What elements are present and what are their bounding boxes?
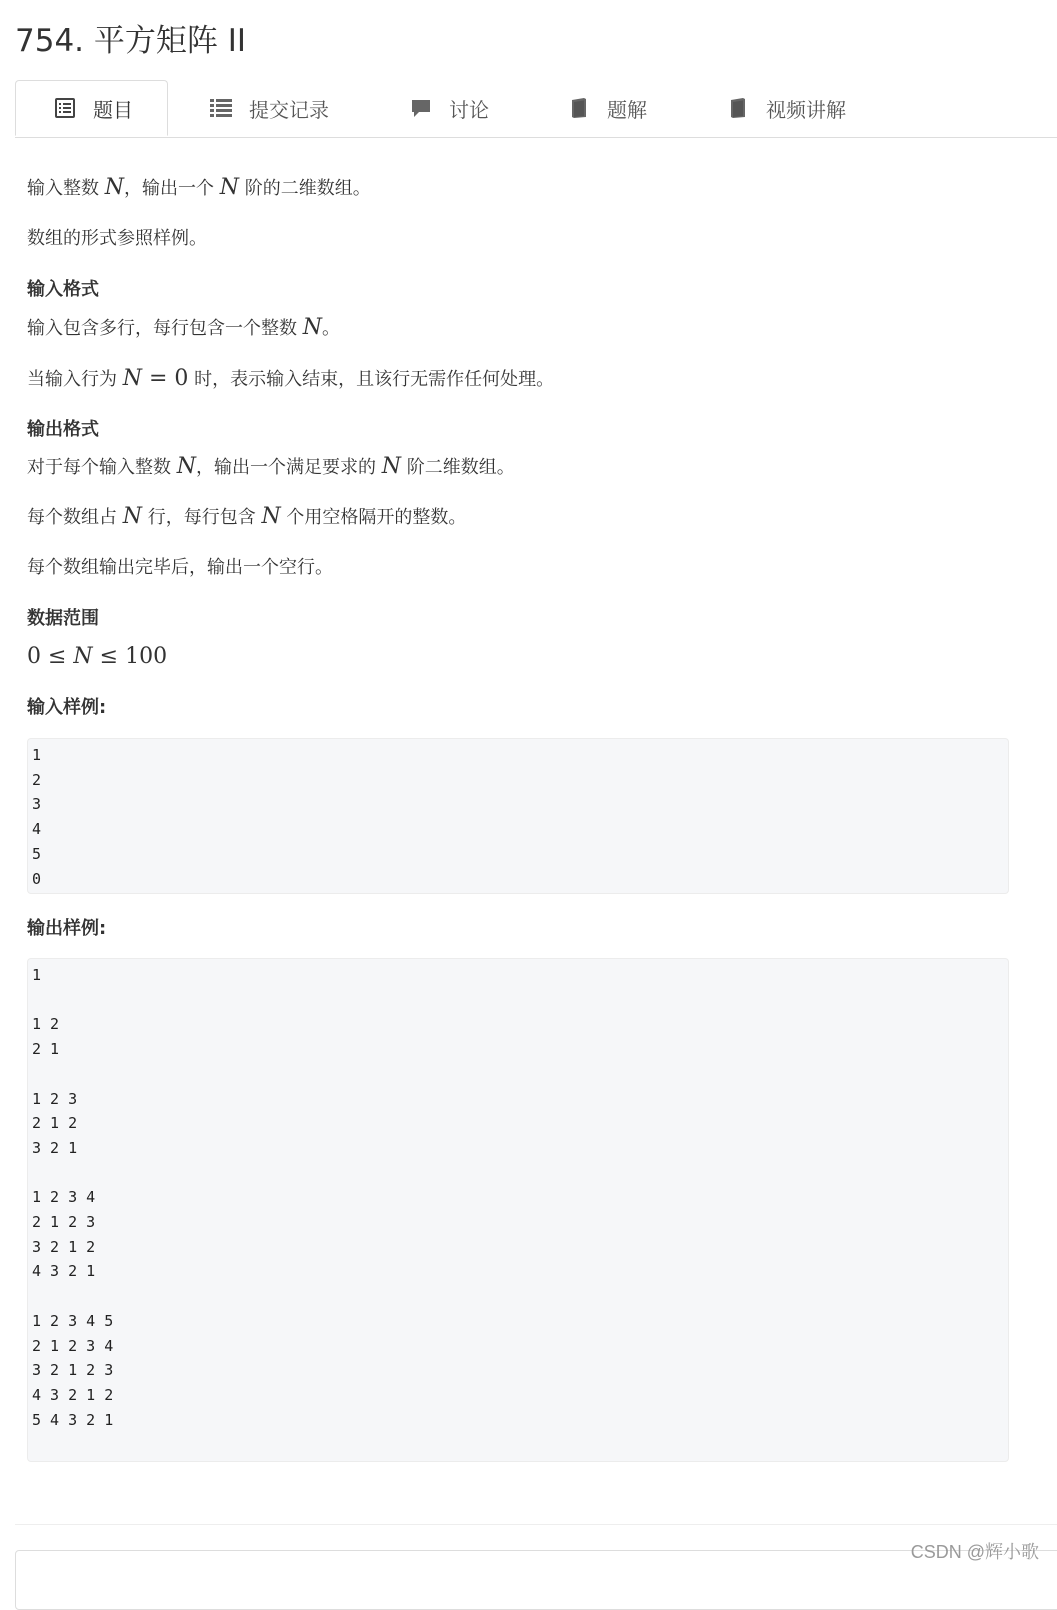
- tab-label: 提交记录: [249, 97, 329, 122]
- sample-output-heading: 输出样例:: [27, 918, 107, 939]
- tab-label: 题目: [93, 97, 133, 122]
- sample-input-heading: 输入样例:: [27, 697, 107, 718]
- output-format-line-3: 每个数组输出完毕后，输出一个空行。: [27, 557, 333, 578]
- tab-problem[interactable]: [15, 80, 168, 136]
- tab-label: 讨论: [449, 97, 489, 122]
- sample-output-code[interactable]: 1 1 2 2 1 1 2 3 2 1 2 3 2 1 1 2 3 4 2 1 2 3 3 2 1 2 4 3 2 1 1 2 3 4 5 2 1 2 3 4 3 2 1 2 3 4 3 2 1 2 5 4 3 2 1: [27, 958, 1009, 1462]
- list-icon: [210, 97, 232, 119]
- tab-video[interactable]: [727, 80, 846, 136]
- data-range-formula: 0 ≤ N ≤ 100: [27, 644, 168, 669]
- tab-discussion[interactable]: [410, 80, 489, 136]
- document-list-icon: [54, 97, 76, 119]
- input-format-heading: 输入格式: [27, 279, 99, 300]
- input-format-line-2: 当输入行为 N = 0 时，表示输入结束，且该行无需作任何处理。: [27, 366, 555, 391]
- sample-input-code[interactable]: 1 2 3 4 5 0: [27, 738, 1009, 894]
- input-format-line-1: 输入包含多行，每行包含一个整数 N。: [27, 315, 340, 340]
- book-icon: [727, 97, 749, 119]
- editor-panel[interactable]: [15, 1550, 1057, 1610]
- output-format-line-1: 对于每个输入整数 N，输出一个满足要求的 N 阶二维数组。: [27, 454, 515, 479]
- page-title: 754. 平方矩阵 II: [15, 22, 247, 59]
- output-format-line-2: 每个数组占 N 行，每行包含 N 个用空格隔开的整数。: [27, 504, 467, 529]
- comment-icon: [410, 97, 432, 119]
- problem-tabs: [15, 80, 1057, 138]
- watermark: CSDN @辉小歌: [910, 1542, 1039, 1562]
- tab-submissions[interactable]: [210, 80, 329, 136]
- tab-solutions[interactable]: [568, 80, 647, 136]
- description-line-1: 输入整数 N，输出一个 N 阶的二维数组。: [27, 175, 371, 200]
- description-line-2: 数组的形式参照样例。: [27, 228, 207, 249]
- tab-label: 视频讲解: [766, 97, 846, 122]
- tab-label: 题解: [607, 97, 647, 122]
- divider: [15, 1524, 1057, 1525]
- book-icon: [568, 97, 590, 119]
- output-format-heading: 输出格式: [27, 419, 99, 440]
- data-range-heading: 数据范围: [27, 608, 99, 629]
